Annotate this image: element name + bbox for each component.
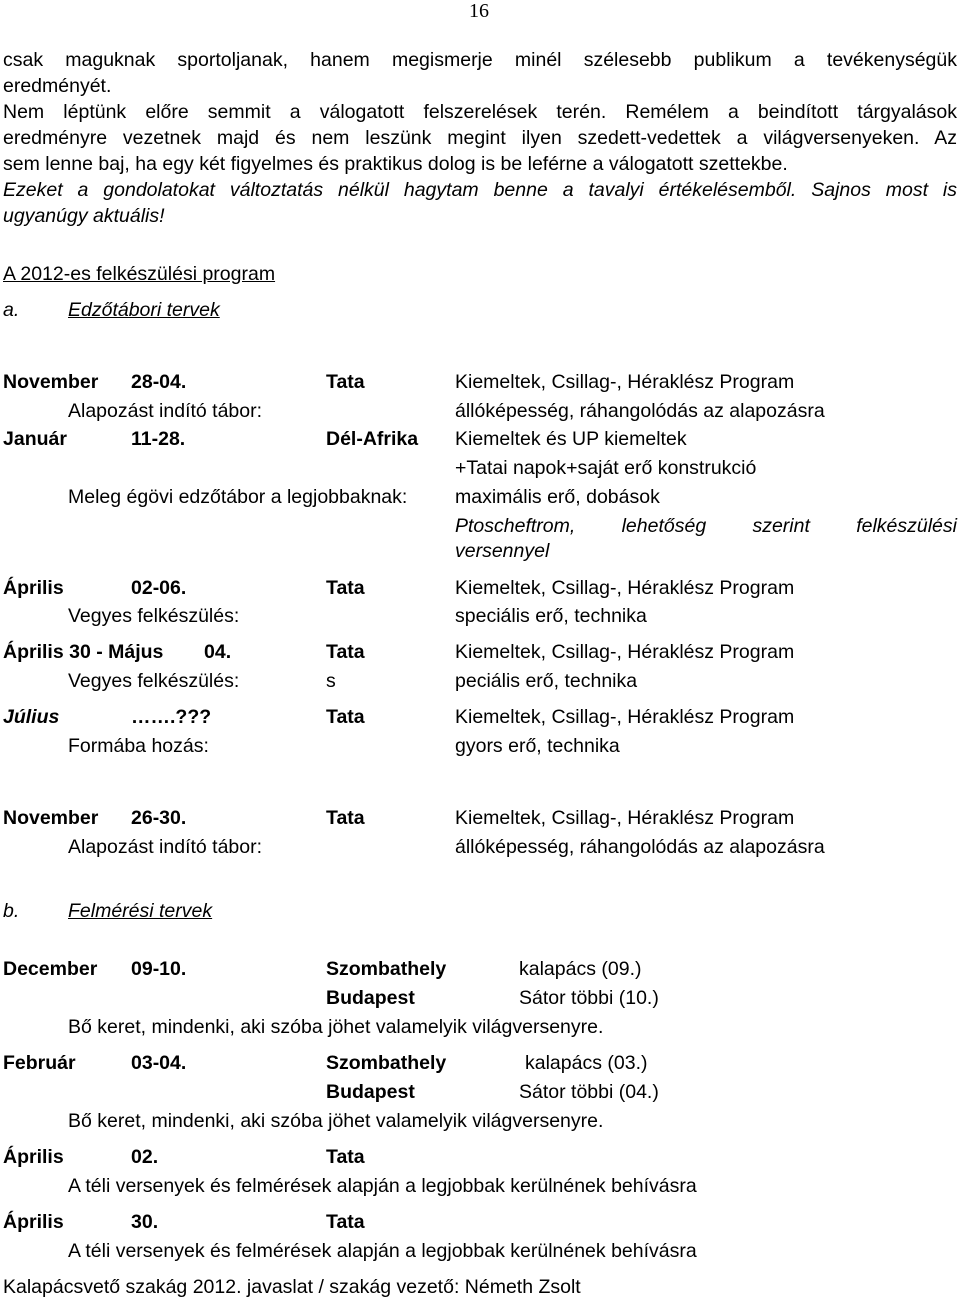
intro-line: sem lenne baj, ha egy két figyelmes és praktikus dolog is be leférne a válogatott szettekbe. <box>3 153 788 175</box>
camp-date: 02-06. <box>131 577 187 599</box>
camp-label: Alapozást indító tábor: <box>68 400 263 422</box>
survey-place: Tata <box>326 1146 365 1168</box>
camp-desc: állóképesség, ráhangolódás az alapozásra <box>455 400 825 422</box>
section-a-title: Edzőtábori tervek <box>68 299 220 321</box>
footer-signature: Kalapácsvető szakág 2012. javaslat / szakág vezető: Németh Zsolt <box>3 1276 581 1298</box>
survey-note: Bő keret, mindenki, aki szóba jöhet valamelyik világversenyre. <box>68 1016 604 1038</box>
intro-line: csak maguknak sportoljanak, hanem megismerje minél szélesebb publikum a tevékenységük <box>3 49 957 71</box>
intro-line: eredményét. <box>3 75 112 97</box>
survey-month: December <box>3 958 98 980</box>
survey-place: Szombathely <box>326 1052 447 1074</box>
camp-label: Meleg égövi edzőtábor a legjobbaknak: <box>68 486 408 508</box>
intro-line: ugyanúgy aktuális! <box>3 205 165 227</box>
camp-desc: Ptoscheftrom, lehetőség szerint felkészülési <box>455 515 957 537</box>
section-a-letter: a. <box>3 299 20 321</box>
camp-desc: maximális erő, dobások <box>455 486 660 508</box>
camp-desc: versennyel <box>455 540 550 562</box>
camp-place: Tata <box>326 807 365 829</box>
camp-place: Tata <box>326 706 365 728</box>
survey-date: 30. <box>131 1211 159 1233</box>
survey-month: Április <box>3 1211 64 1233</box>
camp-date: …….??? <box>131 706 212 728</box>
survey-date: 03-04. <box>131 1052 187 1074</box>
camp-month: November <box>3 807 99 829</box>
camp-place: Tata <box>326 577 365 599</box>
camp-desc: Kiemeltek, Csillag-, Héraklész Program <box>455 706 795 728</box>
camp-label: Formába hozás: <box>68 735 209 757</box>
camp-desc: Kiemeltek, Csillag-, Héraklész Program <box>455 641 795 663</box>
survey-date: 09-10. <box>131 958 187 980</box>
survey-note: A téli versenyek és felmérések alapján a legjobbak kerülnének behívásra <box>68 1240 697 1262</box>
section-b-title: Felmérési tervek <box>68 900 213 922</box>
page-number: 16 <box>469 0 489 22</box>
camp-place: Tata <box>326 371 365 393</box>
survey-place: Budapest <box>326 987 415 1009</box>
camp-label: Alapozást indító tábor: <box>68 836 263 858</box>
survey-place: Szombathely <box>326 958 447 980</box>
survey-event: kalapács (09.) <box>519 958 642 980</box>
camp-desc: peciális erő, technika <box>455 670 638 692</box>
intro-line: eredményre vezetnek majd és nem leszünk megint ilyen szedett-vedettek a világversenyeken. Az <box>3 127 957 149</box>
program-title: A 2012-es felkészülési program <box>3 263 276 285</box>
survey-month: Április <box>3 1146 64 1168</box>
camp-desc: Kiemeltek, Csillag-, Héraklész Program <box>455 807 795 829</box>
intro-line: Ezeket a gondolatokat változtatás nélkül hagytam benne a tavalyi értékelésemből. Sajnos most is <box>3 179 957 201</box>
camp-month: Április 30 - Május <box>3 641 164 663</box>
camp-desc: Kiemeltek és UP kiemeltek <box>455 428 687 450</box>
camp-month: Április <box>3 577 64 599</box>
camp-desc: Kiemeltek, Csillag-, Héraklész Program <box>455 371 795 393</box>
camp-place: Tata <box>326 641 365 663</box>
survey-month: Február <box>3 1052 76 1074</box>
camp-date: 26-30. <box>131 807 187 829</box>
survey-event: Sátor többi (10.) <box>519 987 659 1009</box>
camp-month: Január <box>3 428 67 450</box>
camp-date: 04. <box>204 641 232 663</box>
camp-desc: Kiemeltek, Csillag-, Héraklész Program <box>455 577 795 599</box>
camp-desc: speciális erő, technika <box>455 605 647 627</box>
camp-label: Vegyes felkészülés: <box>68 605 240 627</box>
survey-note: A téli versenyek és felmérések alapján a legjobbak kerülnének behívásra <box>68 1175 697 1197</box>
camp-place: Dél-Afrika <box>326 428 419 450</box>
camp-month: November <box>3 371 99 393</box>
camp-desc: állóképesség, ráhangolódás az alapozásra <box>455 836 825 858</box>
survey-place: Budapest <box>326 1081 415 1103</box>
camp-extra: s <box>326 670 336 692</box>
camp-desc: +Tatai napok+saját erő konstrukció <box>455 457 757 479</box>
survey-event: kalapács (03.) <box>525 1052 648 1074</box>
survey-place: Tata <box>326 1211 365 1233</box>
camp-desc: gyors erő, technika <box>455 735 620 757</box>
camp-date: 11-28. <box>131 428 186 450</box>
survey-event: Sátor többi (04.) <box>519 1081 659 1103</box>
section-b-letter: b. <box>3 900 20 922</box>
camp-date: 28-04. <box>131 371 187 393</box>
camp-month: Július <box>3 706 60 728</box>
camp-label: Vegyes felkészülés: <box>68 670 240 692</box>
intro-line: Nem léptünk előre semmit a válogatott felszerelések terén. Remélem a beindított tárgyalások <box>3 101 957 123</box>
survey-date: 02. <box>131 1146 159 1168</box>
survey-note: Bő keret, mindenki, aki szóba jöhet valamelyik világversenyre. <box>68 1110 604 1132</box>
